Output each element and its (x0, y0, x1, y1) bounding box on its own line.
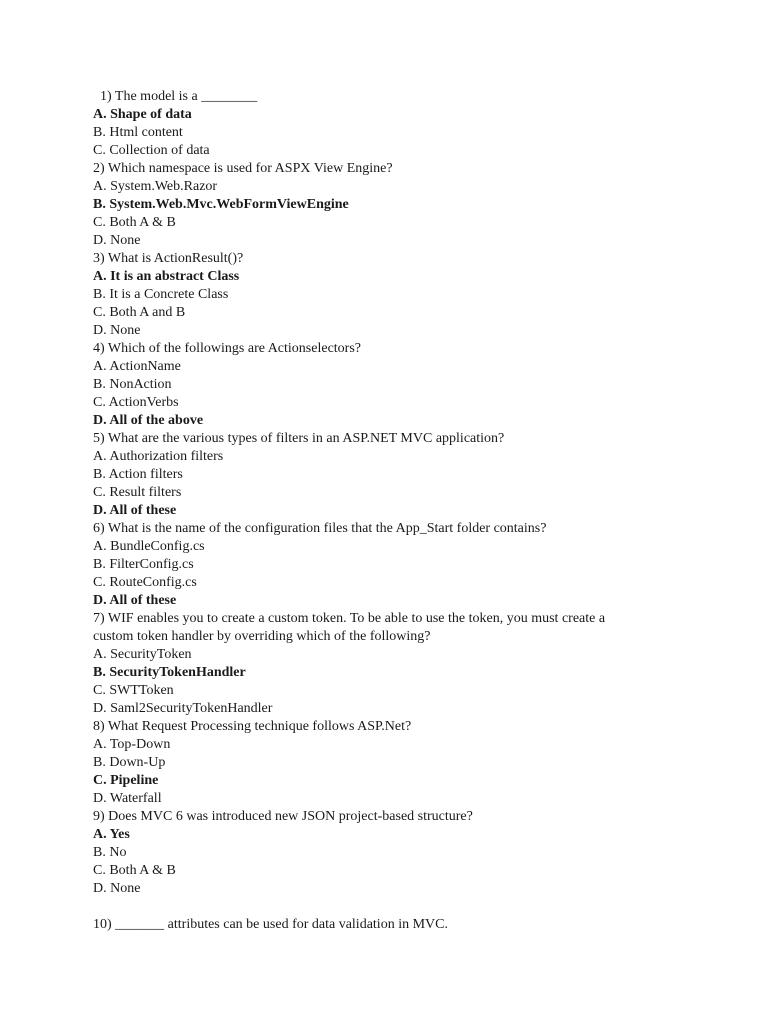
question-6-answer-d: D. All of these (93, 593, 177, 608)
question-4-option-a: A. ActionName (93, 359, 181, 374)
question-3-option-c: C. Both A and B (93, 305, 186, 320)
question-8-option-a: A. Top-Down (93, 737, 171, 752)
question-7-option-c: C. SWTToken (93, 683, 174, 698)
question-9-answer-a: A. Yes (93, 827, 130, 842)
question-1-answer-a: A. Shape of data (93, 107, 192, 122)
question-5-answer-d: D. All of these (93, 503, 177, 518)
question-1-option-c: C. Collection of data (93, 143, 210, 158)
question-7-text-line-1: 7) WIF enables you to create a custom token. To be able to use the token, you must create a (93, 611, 606, 626)
question-8-option-d: D. Waterfall (93, 791, 162, 806)
question-5-option-a: A. Authorization filters (93, 449, 224, 464)
question-7-text-line-2: custom token handler by overriding which of the following? (93, 629, 431, 644)
question-9-option-c: C. Both A & B (93, 863, 176, 878)
question-4-option-b: B. NonAction (93, 377, 172, 392)
question-7-option-d: D. Saml2SecurityTokenHandler (93, 701, 273, 716)
question-9-option-b: B. No (93, 845, 127, 860)
question-4-text: 4) Which of the followings are Actionselectors? (93, 341, 361, 356)
question-9-option-d: D. None (93, 881, 141, 896)
question-6-text: 6) What is the name of the configuration files that the App_Start folder contains? (93, 521, 547, 536)
question-8-option-b: B. Down-Up (93, 755, 166, 770)
question-9-text: 9) Does MVC 6 was introduced new JSON project-based structure? (93, 809, 473, 824)
question-8-text: 8) What Request Processing technique follows ASP.Net? (93, 719, 412, 734)
question-3-option-b: B. It is a Concrete Class (93, 287, 229, 302)
question-3-option-d: D. None (93, 323, 141, 338)
question-2-text: 2) Which namespace is used for ASPX View Engine? (93, 161, 393, 176)
question-7-option-a: A. SecurityToken (93, 647, 192, 662)
question-1-text: 1) The model is a ________ (100, 89, 258, 104)
question-8-answer-c: C. Pipeline (93, 773, 159, 788)
question-5-text: 5) What are the various types of filters in an ASP.NET MVC application? (93, 431, 505, 446)
question-2-answer-b: B. System.Web.Mvc.WebFormViewEngine (93, 197, 349, 212)
question-4-answer-d: D. All of the above (93, 413, 204, 428)
question-7-answer-b: B. SecurityTokenHandler (93, 665, 246, 680)
question-2-option-a: A. System.Web.Razor (93, 179, 218, 194)
question-4-option-c: C. ActionVerbs (93, 395, 179, 410)
question-5-option-c: C. Result filters (93, 485, 182, 500)
question-3-text: 3) What is ActionResult()? (93, 251, 244, 266)
question-5-option-b: B. Action filters (93, 467, 183, 482)
blank-line (93, 898, 733, 916)
question-6-option-a: A. BundleConfig.cs (93, 539, 205, 554)
question-6-option-c: C. RouteConfig.cs (93, 575, 197, 590)
question-1-option-b: B. Html content (93, 125, 183, 140)
question-6-option-b: B. FilterConfig.cs (93, 557, 194, 572)
question-2-option-d: D. None (93, 233, 141, 248)
question-10-text: 10) _______ attributes can be used for data validation in MVC. (93, 917, 448, 932)
question-3-answer-a: A. It is an abstract Class (93, 269, 240, 284)
quiz-text-block (93, 88, 733, 934)
question-2-option-c: C. Both A & B (93, 215, 176, 230)
